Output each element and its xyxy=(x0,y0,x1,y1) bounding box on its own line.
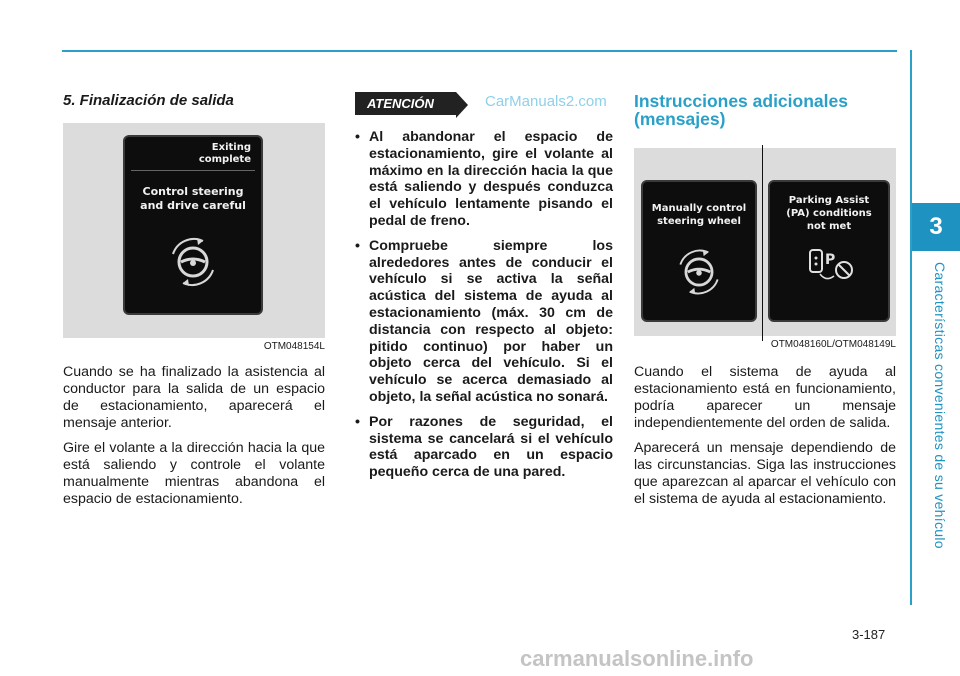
steering-wheel-icon xyxy=(671,244,727,300)
figure-exit-complete xyxy=(63,123,325,338)
watermark-carmanuals: CarManuals2.com xyxy=(485,93,607,110)
cluster-display-pa-not-met xyxy=(768,180,890,322)
paragraph: Cuando se ha finalizado la asistencia al conductor para la salida de un espacio de estacionamiento, aparecerá el mensaje anterior. xyxy=(63,364,325,431)
msg-line-1: Parking Assist xyxy=(788,195,870,206)
paragraph: Cuando el sistema de ayuda al estacionamiento está en funcionamiento, podría aparecer un mensaje independientemente del orden de salida. xyxy=(634,364,896,431)
watermark-footer: carmanualsonline.info xyxy=(520,646,754,671)
figure-divider xyxy=(762,145,763,341)
heading-line-1: Instrucciones adicionales xyxy=(634,91,848,111)
column-additional-instructions xyxy=(634,92,896,516)
top-rule xyxy=(62,50,897,52)
steering-wheel-icon xyxy=(163,232,223,292)
side-rule xyxy=(910,50,912,605)
paragraph: Gire el volante a la dirección hacia la que está saliendo y controle el volante manualmente mientras abandona el espacio de estacionamiento. xyxy=(63,440,325,507)
caution-badge: ATENCIÓN xyxy=(355,92,456,115)
figure-caption: OTM048160L/OTM048149L xyxy=(770,339,896,350)
column-caution xyxy=(355,92,613,489)
msg-line-1: Manually control xyxy=(651,203,747,214)
msg-line-2: (PA) conditions xyxy=(786,208,872,219)
msg-line-2: and drive careful xyxy=(140,199,246,212)
complete-label: complete xyxy=(198,154,251,165)
paragraph: Aparecerá un mensaje dependiendo de las circunstancias. Siga las instrucciones que aparezcan al aparcar el vehículo con el sistema de ayuda al estacionamiento. xyxy=(634,440,896,507)
cluster-display-manual xyxy=(641,180,757,322)
cluster-display xyxy=(123,135,263,315)
msg-line-3: not met xyxy=(806,221,852,232)
caution-list xyxy=(355,129,613,481)
figure-messages xyxy=(634,148,896,336)
caution-item: • Compruebe siempre los alrededores antes de conducir el vehículo si se activa la señal acústica del sistema de ayuda al estacionamiento (máx. 30 cm de distancia con respecto al objeto: pitido continuo) por haber un objeto cerca del vehículo. Si el vehículo se acerca demasiado al objeto, la señal acústica no sonará. xyxy=(355,238,613,406)
caution-item: • Al abandonar el espacio de estacionamiento, gire el volante al máximo en la dirección hacia la que está saliendo y después conduzca el vehículo lentamente pisando el pedal de freno. xyxy=(355,129,613,230)
heading-line-2: (mensajes) xyxy=(634,109,726,129)
msg-line-2: steering wheel xyxy=(657,216,741,227)
exiting-label: Exiting xyxy=(211,142,251,153)
page-number: 3-187 xyxy=(852,627,886,642)
figure-caption: OTM048154L xyxy=(263,341,325,352)
svg-text:P: P xyxy=(825,252,836,268)
caution-item: • Por razones de seguridad, el sistema se cancelará si el vehículo está aparcado en un espacio pequeño cerca de una pared. xyxy=(355,414,613,481)
chapter-number-tab: 3 xyxy=(912,203,960,251)
parking-assist-off-icon xyxy=(806,244,858,288)
section-heading xyxy=(634,92,896,128)
column-exit-completion xyxy=(63,92,325,516)
msg-line-1: Control steering xyxy=(142,185,244,198)
section-heading: 5. Finalización de salida xyxy=(63,92,234,109)
chapter-side-title: Características convenientes de su vehículo xyxy=(932,262,948,549)
